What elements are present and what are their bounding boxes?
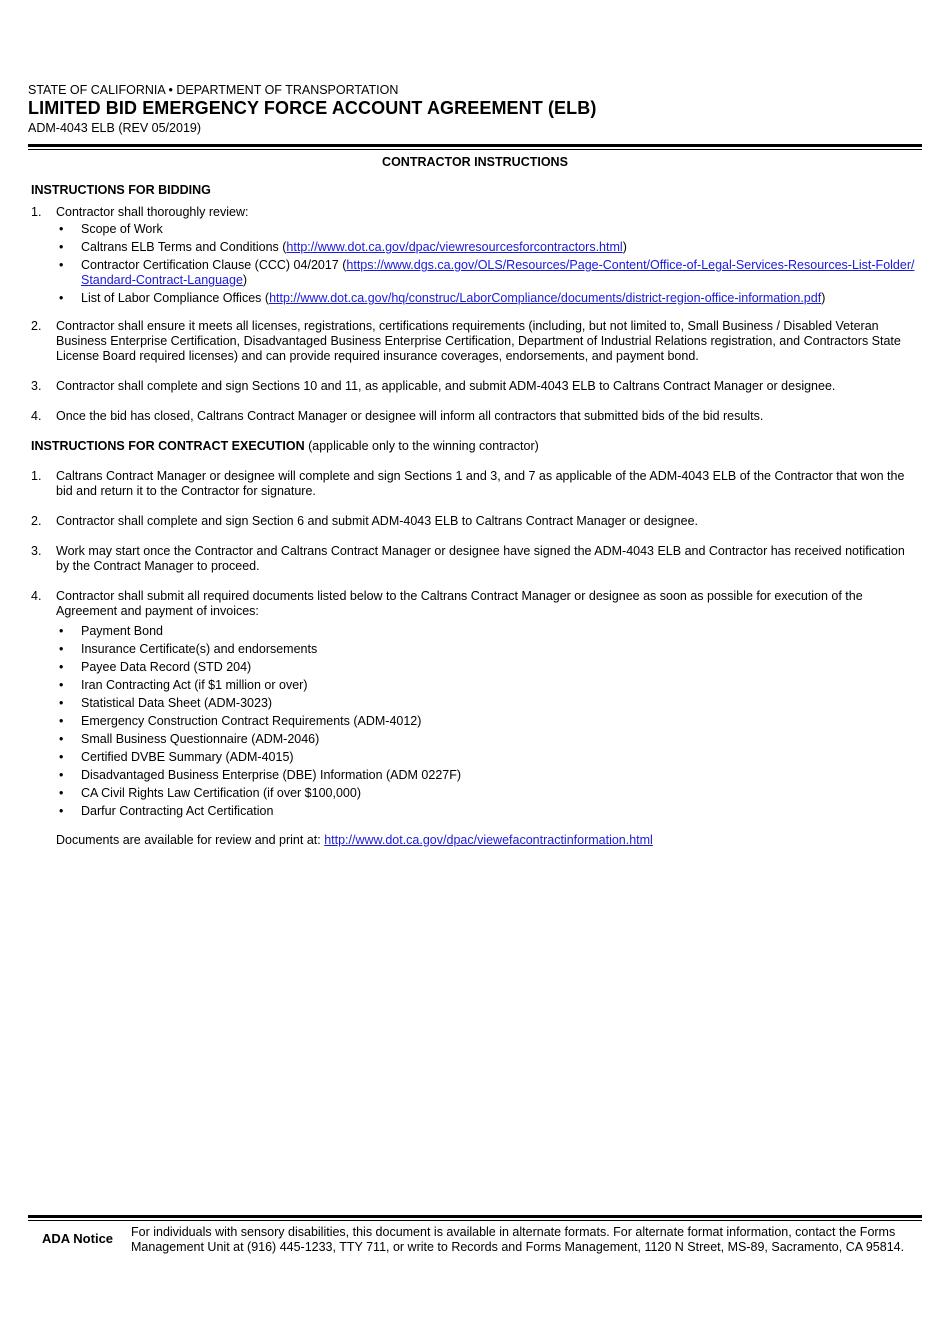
execution-heading-note: (applicable only to the winning contractor) — [304, 439, 539, 453]
execution-item-3 — [31, 544, 921, 574]
bullet-text: Emergency Construction Contract Requirements (ADM-4012) — [81, 714, 422, 728]
item-number: 1. — [31, 469, 42, 483]
item-text: Work may start once the Contractor and Caltrans Contract Manager or designee have signed the ADM-4043 ELB and Contractor has received notification by the Contract Manager to proceed. — [56, 544, 905, 573]
ada-notice-label: ADA Notice — [42, 1231, 114, 1246]
item-text: Once the bid has closed, Caltrans Contract Manager or designee will inform all contractors that submitted bids of the bid results. — [56, 409, 764, 423]
item-number: 3. — [31, 379, 42, 393]
bullet-icon: • — [59, 750, 64, 764]
bullet-text-suffix: ) — [242, 273, 248, 287]
bidding-heading: INSTRUCTIONS FOR BIDDING — [31, 183, 211, 197]
efa-contract-information-link[interactable]: http://www.dot.ca.gov/dpac/viewefacontractinformation.html — [324, 833, 653, 847]
state-department-line: STATE OF CALIFORNIA • DEPARTMENT OF TRANSPORTATION — [28, 83, 399, 97]
bullet-icon: • — [59, 660, 64, 674]
list-item — [56, 642, 921, 657]
item-number: 2. — [31, 319, 42, 333]
bullet-text: Certified DVBE Summary (ADM-4015) — [81, 750, 294, 764]
bullet-icon: • — [59, 768, 64, 782]
bullet-icon: • — [59, 786, 64, 800]
item-number: 3. — [31, 544, 42, 558]
documents-available-note — [31, 833, 921, 848]
bullet-icon: • — [59, 642, 64, 656]
bidding-item-2 — [31, 319, 921, 364]
list-item — [56, 804, 921, 819]
bullet-text: Darfur Contracting Act Certification — [81, 804, 274, 818]
bullet-icon: • — [59, 624, 64, 638]
list-item — [56, 240, 921, 255]
bullet-icon: • — [59, 678, 64, 692]
execution-item-1 — [31, 469, 921, 499]
bullet-icon: • — [59, 291, 64, 305]
item-text: Contractor shall thoroughly review: — [56, 205, 249, 219]
bullet-text: List of Labor Compliance Offices ( — [81, 291, 270, 305]
bullet-text: Disadvantaged Business Enterprise (DBE) Information (ADM 0227F) — [81, 768, 462, 782]
execution-item-2 — [31, 514, 921, 529]
header-divider-thick — [28, 144, 922, 147]
list-item — [56, 786, 921, 801]
section-title: CONTRACTOR INSTRUCTIONS — [382, 155, 568, 169]
bullet-text-suffix: ) — [622, 240, 627, 254]
bidding-list — [31, 205, 921, 424]
terms-conditions-link[interactable]: http://www.dot.ca.gov/dpac/viewresourcesforcontractors.html — [286, 240, 623, 254]
item-text: Contractor shall complete and sign Sections 10 and 11, as applicable, and submit ADM-4043 ELB to Caltrans Contract Manager or designee. — [56, 379, 836, 393]
execution-heading-text: INSTRUCTIONS FOR CONTRACT EXECUTION — [31, 439, 305, 453]
item-text: Contractor shall ensure it meets all licenses, registrations, certifications requirements (including, but not limited to, Small Business / Disabled Veteran Business Enterprise Certification, Disadvantaged Business Enterprise Certification, Department of Industrial Relations registration, and Contractors State License Board required licenses) and can provide required insurance coverages, endorsements, and payment bond. — [56, 319, 901, 363]
ccc-link-line-2: Standard-Contract-Language — [81, 273, 243, 287]
bullet-icon: • — [59, 240, 64, 254]
bidding-item-1 — [31, 205, 921, 306]
documents-available-text: Documents are available for review and print at: — [56, 833, 325, 847]
item-text: Contractor shall complete and sign Section 6 and submit ADM-4043 ELB to Caltrans Contract Manager or designee. — [56, 514, 699, 528]
form-revision: ADM-4043 ELB (REV 05/2019) — [28, 121, 202, 135]
bullet-text: Insurance Certificate(s) and endorsements — [81, 642, 318, 656]
item-number: 4. — [31, 589, 42, 603]
bullet-text: Scope of Work — [81, 222, 163, 236]
bullet-icon: • — [59, 696, 64, 710]
execution-heading — [31, 439, 921, 454]
instructions-content — [31, 183, 921, 848]
item-text: Caltrans Contract Manager or designee will complete and sign Sections 1 and 3, and 7 as applicable of the ADM-4043 ELB of the Contractor that won the bid and return it to the Contractor for signature. — [56, 469, 905, 498]
list-item — [56, 768, 921, 783]
list-item — [56, 291, 921, 306]
execution-list — [31, 469, 921, 819]
bidding-item-3 — [31, 379, 921, 394]
bullet-text: Caltrans ELB Terms and Conditions ( — [81, 240, 287, 254]
form-title: LIMITED BID EMERGENCY FORCE ACCOUNT AGREEMENT (ELB) — [28, 98, 597, 118]
footer-divider-thick — [28, 1215, 922, 1218]
bullet-icon: • — [59, 732, 64, 746]
list-item — [56, 660, 921, 675]
bullet-text: Contractor Certification Clause (CCC) 04/2017 ( — [81, 258, 347, 272]
execution-item-4 — [31, 589, 921, 819]
bullet-icon: • — [59, 804, 64, 818]
bullet-icon: • — [59, 222, 64, 236]
bullet-text: CA Civil Rights Law Certification (if over $100,000) — [81, 786, 361, 800]
list-item — [56, 714, 921, 729]
bullet-text: Iran Contracting Act (if $1 million or over) — [81, 678, 308, 692]
header-divider-thin — [28, 149, 922, 150]
list-item — [56, 624, 921, 639]
list-item — [56, 696, 921, 711]
list-item — [56, 732, 921, 747]
ada-notice-text: For individuals with sensory disabilities, this document is available in alternate formats. For alternate format information, contact the Forms Management Unit at (916) 445-1233, TTY 711, or write to Records and Forms Management, 1120 N Street, MS-89, Sacramento, CA 95814. — [131, 1225, 905, 1254]
item-text: Contractor shall submit all required documents listed below to the Caltrans Contract Manager or designee as soon as possible for execution of the Agreement and payment of invoices: — [56, 589, 863, 618]
bullet-icon: • — [59, 258, 64, 272]
bullet-text: Small Business Questionnaire (ADM-2046) — [81, 732, 320, 746]
bullet-text: Payment Bond — [81, 624, 163, 638]
bidding-item-4 — [31, 409, 921, 424]
list-item — [56, 258, 921, 288]
item-number: 4. — [31, 409, 42, 423]
item-number: 1. — [31, 205, 42, 219]
list-item — [56, 222, 921, 237]
labor-compliance-link[interactable]: http://www.dot.ca.gov/hq/construc/LaborCompliance/documents/district-region-office-information.pdf — [269, 291, 822, 305]
bullet-text-suffix: ) — [821, 291, 826, 305]
review-bullet-list — [56, 222, 921, 306]
item-number: 2. — [31, 514, 42, 528]
footer-divider-thin — [28, 1220, 922, 1221]
list-item — [56, 750, 921, 765]
bullet-text: Payee Data Record (STD 204) — [81, 660, 252, 674]
list-item — [56, 678, 921, 693]
ccc-link-line-1: https://www.dgs.ca.gov/OLS/Resources/Page-Content/Office-of-Legal-Services-Resources-List-Folder/ — [346, 258, 915, 272]
required-documents-list — [56, 624, 921, 819]
bullet-text: Statistical Data Sheet (ADM-3023) — [81, 696, 273, 710]
bullet-icon: • — [59, 714, 64, 728]
